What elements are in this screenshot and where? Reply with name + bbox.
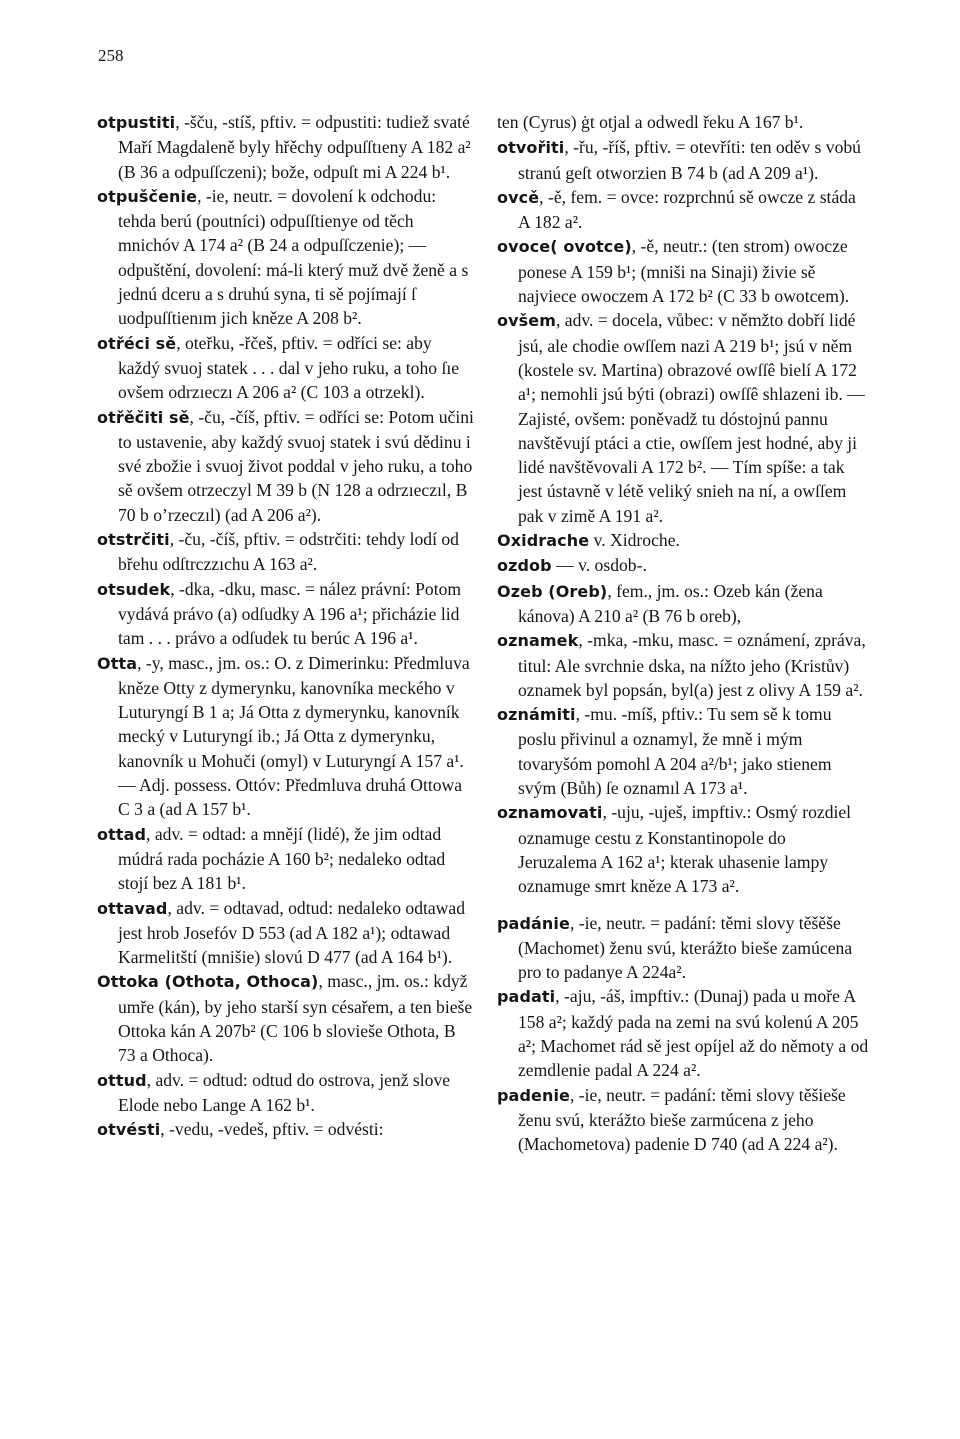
headword: otsudek [97,579,171,599]
headword: otřěčiti sě [97,407,190,427]
dictionary-entry [97,110,477,184]
entry-body: , adv. = odtud: odtud do ostrova, jenž slove Elode nebo Lange A 162 b¹. [118,1069,451,1115]
entry-body: , -mka, -mku, masc. = oznámení, zpráva, titul: Ale svrchnie dska, na nížto jeho (Kristův) oznamek byl popsán, byl(a) jest z olivy A 159 a². [518,630,866,700]
dictionary-entry [497,553,869,578]
headword: oznamek [497,631,579,651]
headword: ovcě [497,187,540,207]
headword: padenie [497,1085,570,1105]
entry-body: , fem., jm. os.: Ozeb kán (žena kánova) A 210 a² (B 76 b oreb), [518,580,823,626]
entry-body: , -šču, -stíš, pftiv. = odpustiti: tudiež svaté Maří Magdaleně byly hřěchy odpuſſtıeny A 182 a² (B 36 a odpuſſczeni); bože, odpuſt mi A 224 b¹. [118,112,471,182]
dictionary-entry [97,577,477,651]
entry-body: , masc., jm. os.: když umře (kán), by jeho starší syn césařem, a ten bieše Ottoka kán A 207b² (C 106 b slovieše Othota, B 73 a Othoca). [118,971,473,1066]
dictionary-entry [97,331,477,405]
dictionary-entry [97,969,477,1067]
headword: ottad [97,824,147,844]
dictionary-entry [97,184,477,331]
entry-body: , -ie, neutr. = dovolení k odchodu: tehda berú (poutníci) odpuſſtienye od těch mnichóv A 174 a² (B 24 a odpuſſczenie); — odpuštění, dovolení: má-li který muž dvě ženě a s jednú dceru a s druhú syna, ti sě pojímají ſ uodpuſſtienım jich kněze A 208 b². [118,185,469,329]
page-number: 258 [98,46,124,65]
dictionary-entry [497,800,869,898]
entry-body: v. Xidroche. [589,530,680,551]
headword: Otta [97,653,138,673]
dictionary-entry [97,1068,477,1118]
entry-body: , -řu, -říš, pftiv. = otevříti: ten oděv s vobú stranú geſt otworzien B 74 b (ad A 209 a¹). [518,137,861,183]
dictionary-entry [97,527,477,577]
dictionary-entry [497,308,869,528]
headword: Ozeb (Oreb) [497,581,608,601]
dictionary-entry [497,984,869,1082]
headword: ovoce( ovotce) [497,237,632,257]
entry-body: , -dka, -dku, masc. = nález právní: Potom vydává právo (a) odſudky A 196 a¹; přicházie lid tam . . . právo a odſudek tu berúc A 196 a¹. [118,578,462,649]
dictionary-entry [497,579,869,629]
entry-body: , -ě, neutr.: (ten strom) owocze ponese A 159 b¹; (mniši na Sinaji) živie sě najviece owoczem A 172 b² (C 33 b owotcem). [518,236,850,307]
entry-body: , oteřku, -řčeš, pftiv. = odříci se: aby každý svuoj statek . . . dal v jeho ruku, a toho ſıe ovšem odrzıeczı A 206 a² (C 103 a otrzekl). [118,332,460,403]
headword: oznamovati [497,803,603,823]
dictionary-entry [497,702,869,800]
headword: Ottoka (Othota, Othoca) [97,972,319,992]
entry-body: , -mu. -míš, pftiv.: Tu sem sě k tomu poslu přivinul a oznamyl, že mně i mým tovaryšóm pomohl A 204 a²/b¹; jako stienem svým (Bůh) ſe oznamıl A 173 a¹. [518,704,832,799]
entry-body: , -ču, -číš, pftiv. = odříci se: Potom učini to ustavenie, aby každý svuoj statek i svú dědinu i své zbožie i svuoj život poddal v jeho ruku, a toho sě ovšem otrzeczyl M 39 b (N 128 a odrzıeczıl, B 70 b oʼrzeczıl) (ad A 206 a²). [118,406,474,525]
dictionary-entry [97,822,477,896]
headword: otstrčiti [97,530,170,550]
entry-body: , -ču, -číš, pftiv. = odstrčiti: tehdy lodí od břehu odſtrczzıchu A 163 a². [118,529,459,575]
headword: otpustiti [97,113,176,132]
dictionary-entry [497,185,869,235]
entry-body: , -vedu, -vedeš, pftiv. = odvésti: [160,1119,384,1140]
headword: otřéci sě [97,333,177,353]
headword: ottud [97,1070,147,1090]
headword: oznámiti [497,705,576,725]
left-column [97,110,477,1142]
headword: padánie [497,913,570,933]
dictionary-entry [497,1083,869,1157]
dictionary-entry [97,1117,477,1142]
dictionary-entry [497,628,869,702]
dictionary-entry [497,528,869,553]
entry-body: , -ě, fem. = ovce: rozprchnú sě owcze z stáda A 182 a². [518,186,856,233]
entry-body: , -aju, -áš, impftiv.: (Dunaj) pada u moře A 158 a²; každý pada na zemi na svú kolenú A 205 a²; Machomet rád sě jest opíjel až do němoty a od zemdlenie padal A 224 a². [518,986,869,1081]
headword: ottavad [97,898,168,918]
entry-body: , adv. = odtavad, odtud: nedaleko odtawad jest hrob Josefóv D 553 (ad A 182 a¹); odtawad Karmelitští (mnišie) slovú D 477 (ad A 164 b¹). [118,897,465,968]
headword: otvořiti [497,138,565,158]
headword: ozdob [497,556,552,576]
dictionary-entry [497,911,869,985]
dictionary-entry [97,896,477,970]
dictionary-entry [497,135,869,185]
entry-body: , -y, masc., jm. os.: O. z Dimerinku: Předmluva kněze Otty z dymerynku, kanovníka meckého v Luturyngí B 1 a; Já Otta z dymerynku, kanovník mecký v Luturyngí ib.; Já Otta z dymerynku, kanovník u Mohuči (omyl) v Luturyngí A 157 a¹. — Adj. possess. Ottóv: Předmluva druhá Ottowa C 3 a (ad A 157 b¹. [118,652,470,820]
entry-body: , -ie, neutr. = padání: těmi slovy těšieše ženu svú, kterážto bieše zarmúcena z jeho (Machometova) padenie D 740 (ad A 224 a²). [518,1084,846,1155]
dictionary-entry [497,234,869,308]
dictionary-entry-continued [497,110,869,135]
dictionary-entry [97,405,477,527]
entry-body: — v. osdob-. [551,555,647,576]
entry-body: , adv. = odtad: a mnějí (lidé), že jim odtad múdrá rada pocházie A 160 b²; nedaleko odtad stojí bez A 181 b¹. [118,823,446,894]
entry-body: , adv. = docela, vůbec: v němžto dobří lidé jsú, ale chodie owſſem nazi A 219 b¹; jsú v něm (kostele sv. Martina) obrazové owſſê bielí A 172 a¹; nemohli jsú býti (obrazi) owſſê shlazeni ib. — Zajisté, ovšem: poněvadž tu dóstojnú pannu navštěvují ptáci a ctie, owſſem jest hodné, aby ji lidé navštěvovali A 172 b². — Tím spíše: a tak jest ústavně v létě veliký snieh na ní, a owſſem pak v zimě A 191 a². [518,310,865,526]
entry-body: ten (Cyrus) ġt otjal a odwedl řeku A 167 b¹. [497,112,804,132]
entry-body: , -ie, neutr. = padání: těmi slovy těšěše (Machomet) ženu svú, kterážto bieše zamúcena pro to padanye A 224a². [518,912,853,983]
headword: Oxidrache [497,531,590,551]
headword: padati [497,987,556,1007]
dictionary-entry [97,651,477,822]
headword: ovšem [497,311,556,331]
right-column [497,110,869,1156]
headword: otvésti [97,1120,161,1140]
headword: otpuščenie [97,186,198,206]
entry-body: , -uju, -uješ, impftiv.: Osmý rozdiel oznamuge cestu z Konstantinopole do Jeruzalema A 162 a¹; kterak uhasenie lampy oznamuge smrt kněze A 173 a². [518,802,852,897]
